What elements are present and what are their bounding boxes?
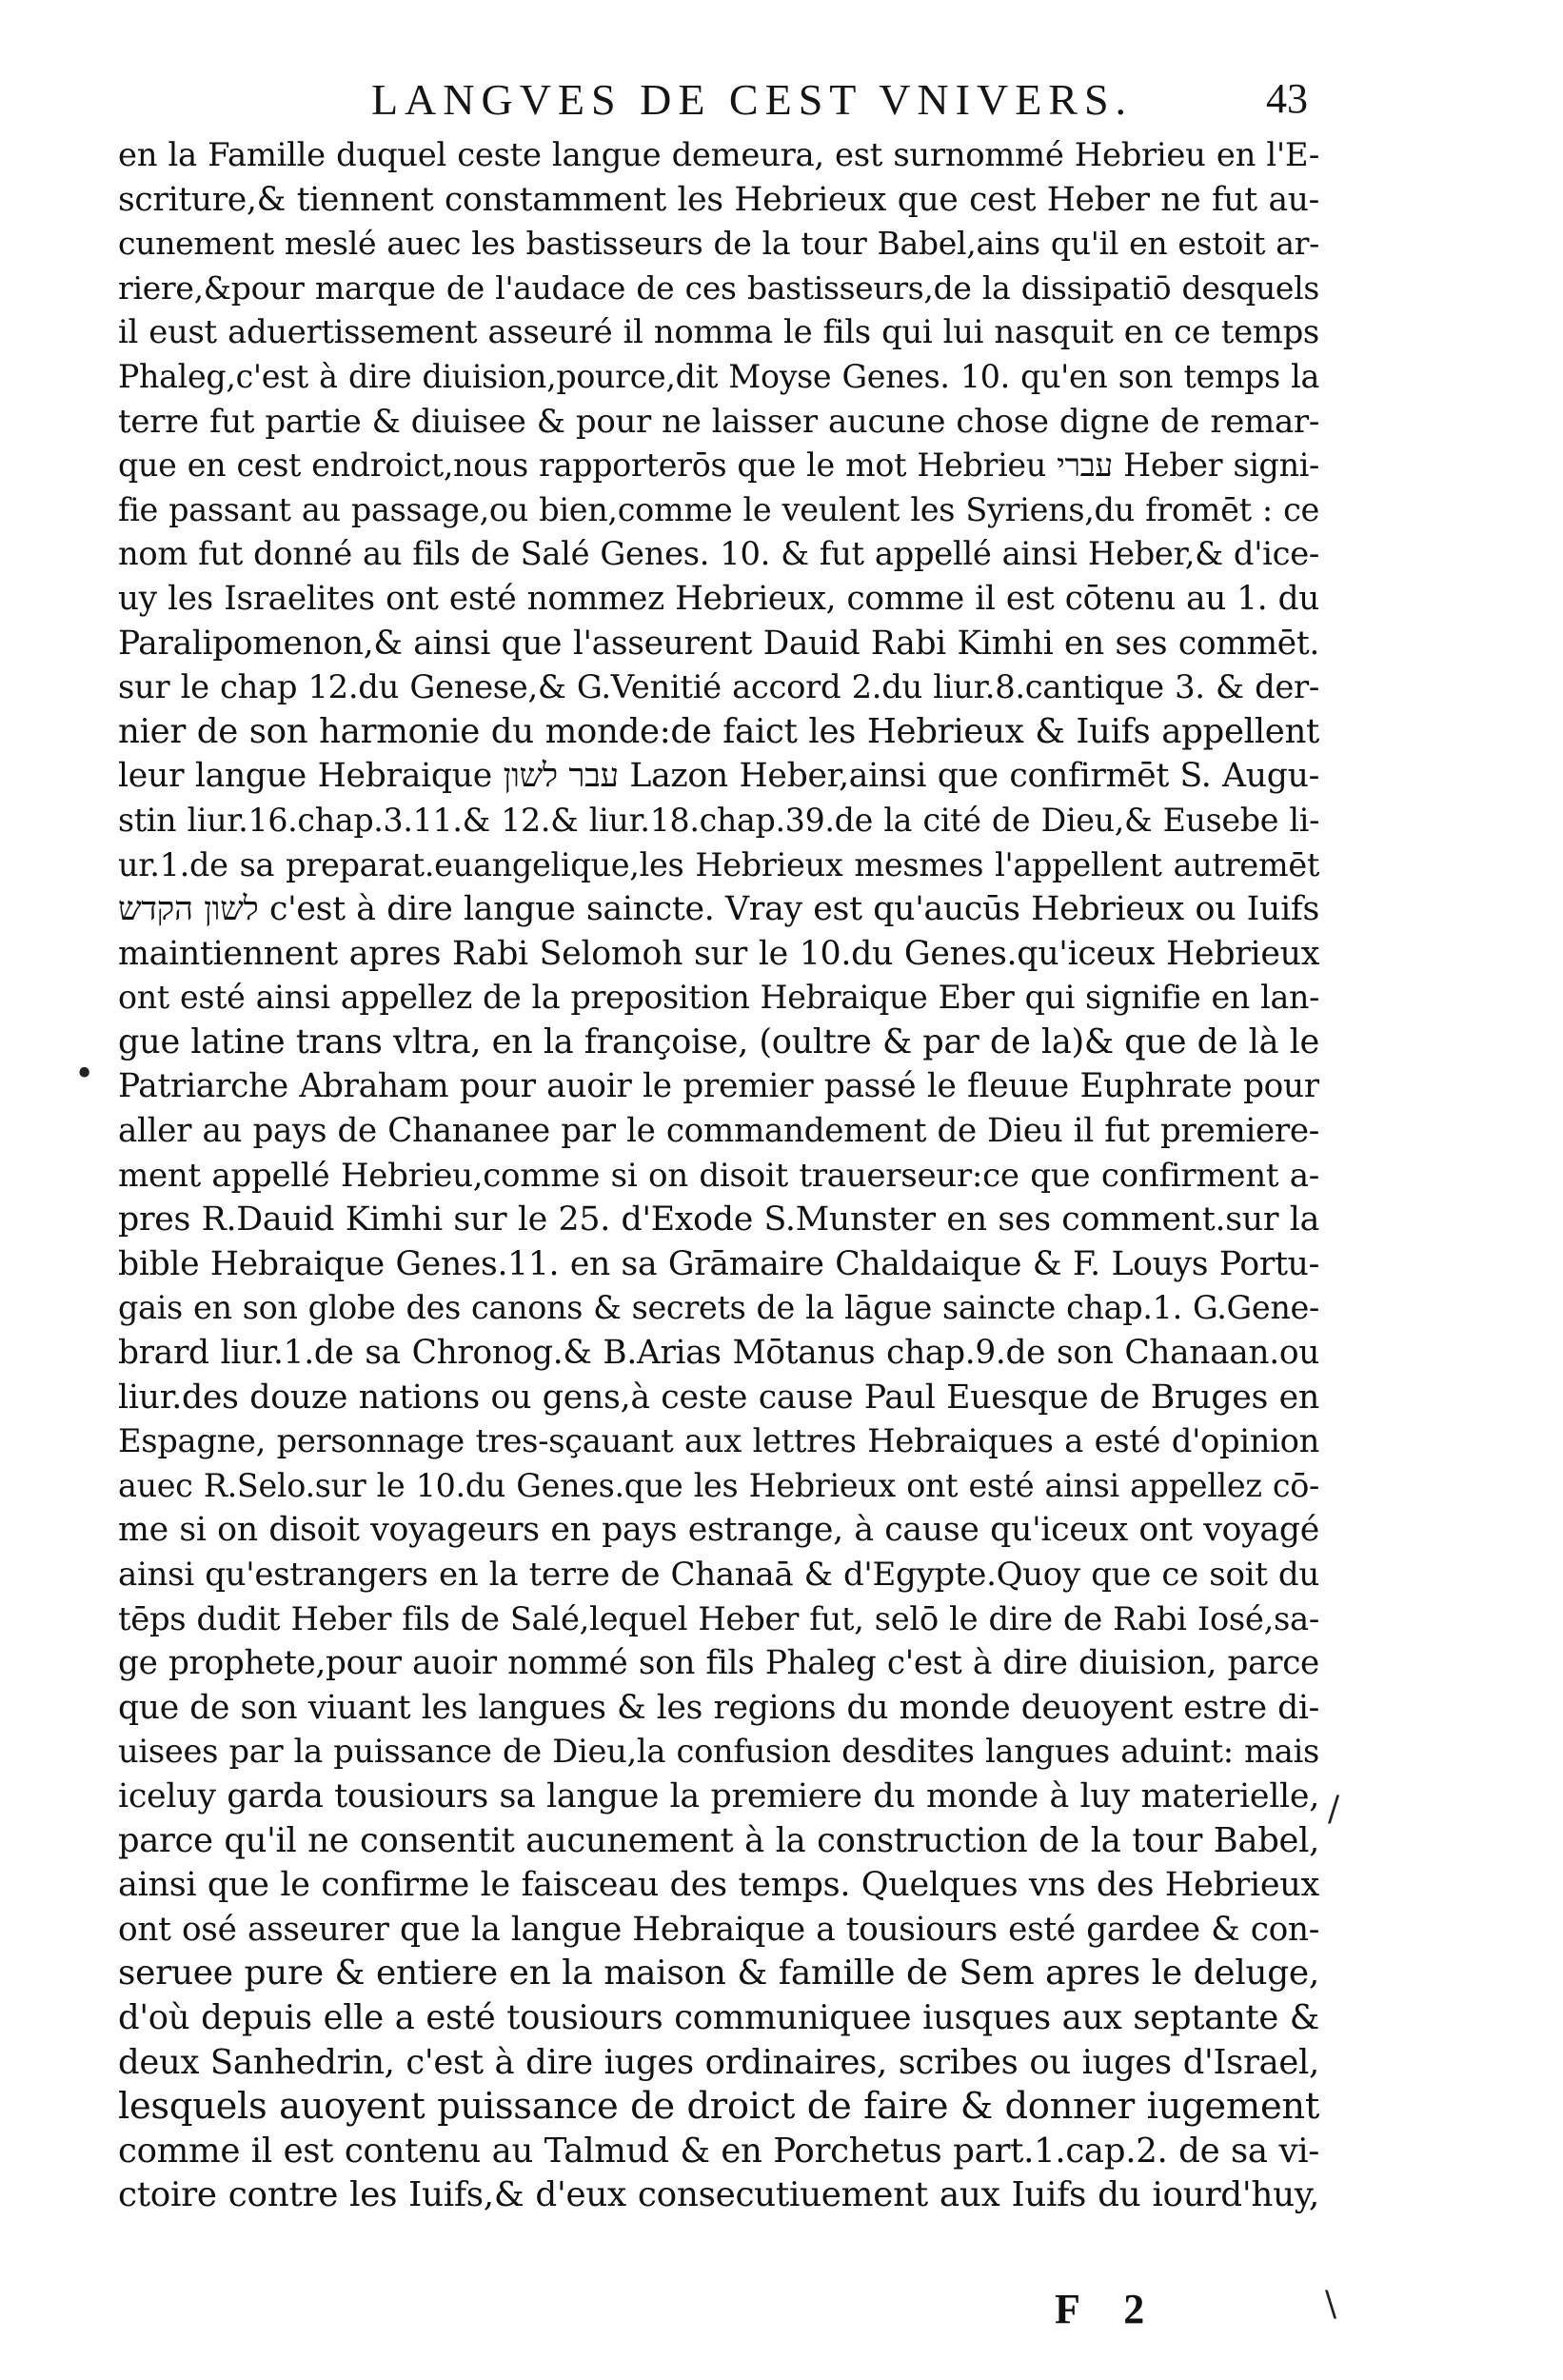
text-line: bible Hebraique Genes.11. en sa Grāmaire Chaldaique & F. Louys Portu- [118,1244,1319,1283]
text-line: me si on disoit voyageurs en pays estrange, à cause qu'iceux ont voyagé [118,1511,1319,1550]
left-margin-mark: • [74,1055,95,1094]
text-line: ge prophete,pour auoir nommé son fils Phaleg c'est à dire diuision, parce [118,1644,1319,1683]
text-line: maintiennent apres Rabi Selomoh sur le 10.du Genes.qu'iceux Hebrieux [118,934,1319,973]
text-line: en la Famille duquel ceste langue demeura, est surnommé Hebrieu en l'E- [118,136,1319,173]
running-title: LANGVES DE CEST VNIVERS. [370,75,1134,124]
body-text [118,133,1319,2218]
text-line: que de son viuant les langues & les regions du monde deuoyent estre di- [118,1688,1319,1727]
text-line: Patriarche Abraham pour auoir le premier passé le fleuue Euphrate pour [118,1067,1319,1106]
text-line: seruee pure & entiere en la maison & famille de Sem apres le deluge, [118,1954,1319,1993]
text-line: nom fut donné au fils de Salé Genes. 10. & fut appellé ainsi Heber,& d'ice- [118,535,1319,573]
text-line: gue latine trans vltra, en la françoise, (oultre & par de la)& que de là le [118,1021,1319,1061]
text-line: tēps dudit Heber fils de Salé,lequel Heber fut, selō le dire de Rabi Iosé,sa- [118,1599,1319,1637]
text-line: comme il est contenu au Talmud & en Porchetus part.1.cap.2. de sa vi- [118,2131,1319,2171]
text-line: ainsi que le confirme le faisceau des temps. Quelques vns des Hebrieux [118,1865,1319,1905]
text-line: ment appellé Hebrieu,comme si on disoit trauerseur:ce que confirment a- [118,1156,1319,1195]
text-line: deux Sanhedrin, c'est à dire iuges ordinaires, scribes ou iuges d'Israel, [118,2042,1319,2082]
text-line: parce qu'il ne consentit aucunement à la construction de la tour Babel, [118,1820,1319,1860]
text-line: auec R.Selo.sur le 10.du Genes.que les Hebrieux ont esté ainsi appellez cō- [118,1466,1319,1504]
text-line: pres R.Dauid Kimhi sur le 25. d'Exode S.Munster en ses comment.sur la [118,1200,1319,1240]
text-line: uy les Israelites ont esté nommez Hebrieux, comme il est cōtenu au 1. du [118,579,1319,618]
text-line: ont esté ainsi appellez de la preposition Hebraique Eber qui signifie en lan- [118,979,1319,1017]
text-line: d'où depuis elle a esté tousiours communiquee iusques aux septante & [118,1997,1319,2037]
page-number: 43 [1266,75,1308,122]
text-line: gais en son globe des canons & secrets de la lāgue saincte chap.1. G.Gene- [118,1289,1319,1327]
signature-mark: F 2 [1055,2286,1162,2332]
text-line: ctoire contre les Iuifs,& d'eux consecutiuement aux Iuifs du iourd'huy, [118,2175,1319,2215]
text-line: terre fut partie & diuisee & pour ne laisser aucune chose digne de remar- [118,402,1319,441]
text-line: sur le chap 12.du Genese,& G.Venitié accord 2.du liur.8.cantique 3. & der- [118,668,1319,706]
text-line: uisees par la puissance de Dieu,la confusion desdites langues aduint: mais [118,1733,1319,1771]
text-line: לשון הקדש c'est à dire langue saincte. Vray est qu'aucūs Hebrieux ou Iuifs [118,890,1319,929]
text-line: ainsi qu'estrangers en la terre de Chanaā & d'Egypte.Quoy que ce soit du [118,1556,1319,1594]
text-line: stin liur.16.chap.3.11.& 12.& liur.18.chap.39.de la cité de Dieu,& Eusebe li- [118,801,1319,839]
text-line: Paralipomenon,& ainsi que l'asseurent Dauid Rabi Kimhi en ses commēt. [118,624,1319,663]
text-line: liur.des douze nations ou gens,à ceste cause Paul Euesque de Bruges en [118,1378,1319,1417]
bottom-right-margin-mark: \ [1325,2285,1337,2324]
text-line: que en cest endroict,nous rapporterōs que le mot Hebrieu עברי Heber signi- [118,446,1319,485]
text-line: nier de son harmonie du monde:de faict les Hebrieux & Iuifs appellent [118,711,1319,751]
text-line: cunement meslé auec les bastisseurs de la tour Babel,ains qu'il en estoit ar- [118,225,1319,263]
text-line: scriture,& tiennent constamment les Hebrieux que cest Heber ne fut au- [118,180,1319,219]
text-line: riere,&pour marque de l'audace de ces bastisseurs,de la dissipatiō desquels [118,268,1319,307]
text-line: brard liur.1.de sa Chronog.& B.Arias Mōtanus chap.9.de son Chanaan.ou [118,1334,1319,1373]
text-line: ur.1.de sa preparat.euangelique,les Hebrieux mesmes l'appellent autremēt [118,845,1319,883]
text-line: il eust aduertissement asseuré il nomma le fils qui lui nasquit en ce temps [118,313,1319,351]
text-line: leur langue Hebraique עבר לשון Lazon Heber,ainsi que confirmēt S. Augu- [118,757,1319,796]
right-margin-mark: / [1328,1790,1340,1829]
text-line: Espagne, personnage tres-sçauant aux lettres Hebraiques a esté d'opinion [118,1422,1319,1460]
text-line: ont osé asseurer que la langue Hebraique a tousiours esté gardee & con- [118,1910,1319,1949]
text-line: aller au pays de Chananee par le commandement de Dieu il fut premiere- [118,1112,1319,1151]
text-line: Phaleg,c'est à dire diuision,pource,dit Moyse Genes. 10. qu'en son temps la [118,357,1319,395]
text-line: iceluy garda tousiours sa langue la premiere du monde à luy materielle, [118,1776,1319,1815]
text-line: lesquels auoyent puissance de droict de faire & donner iugement [118,2085,1319,2129]
text-line: fie passant au passage,ou bien,comme le veulent les Syriens,du fromēt : ce [118,490,1319,528]
